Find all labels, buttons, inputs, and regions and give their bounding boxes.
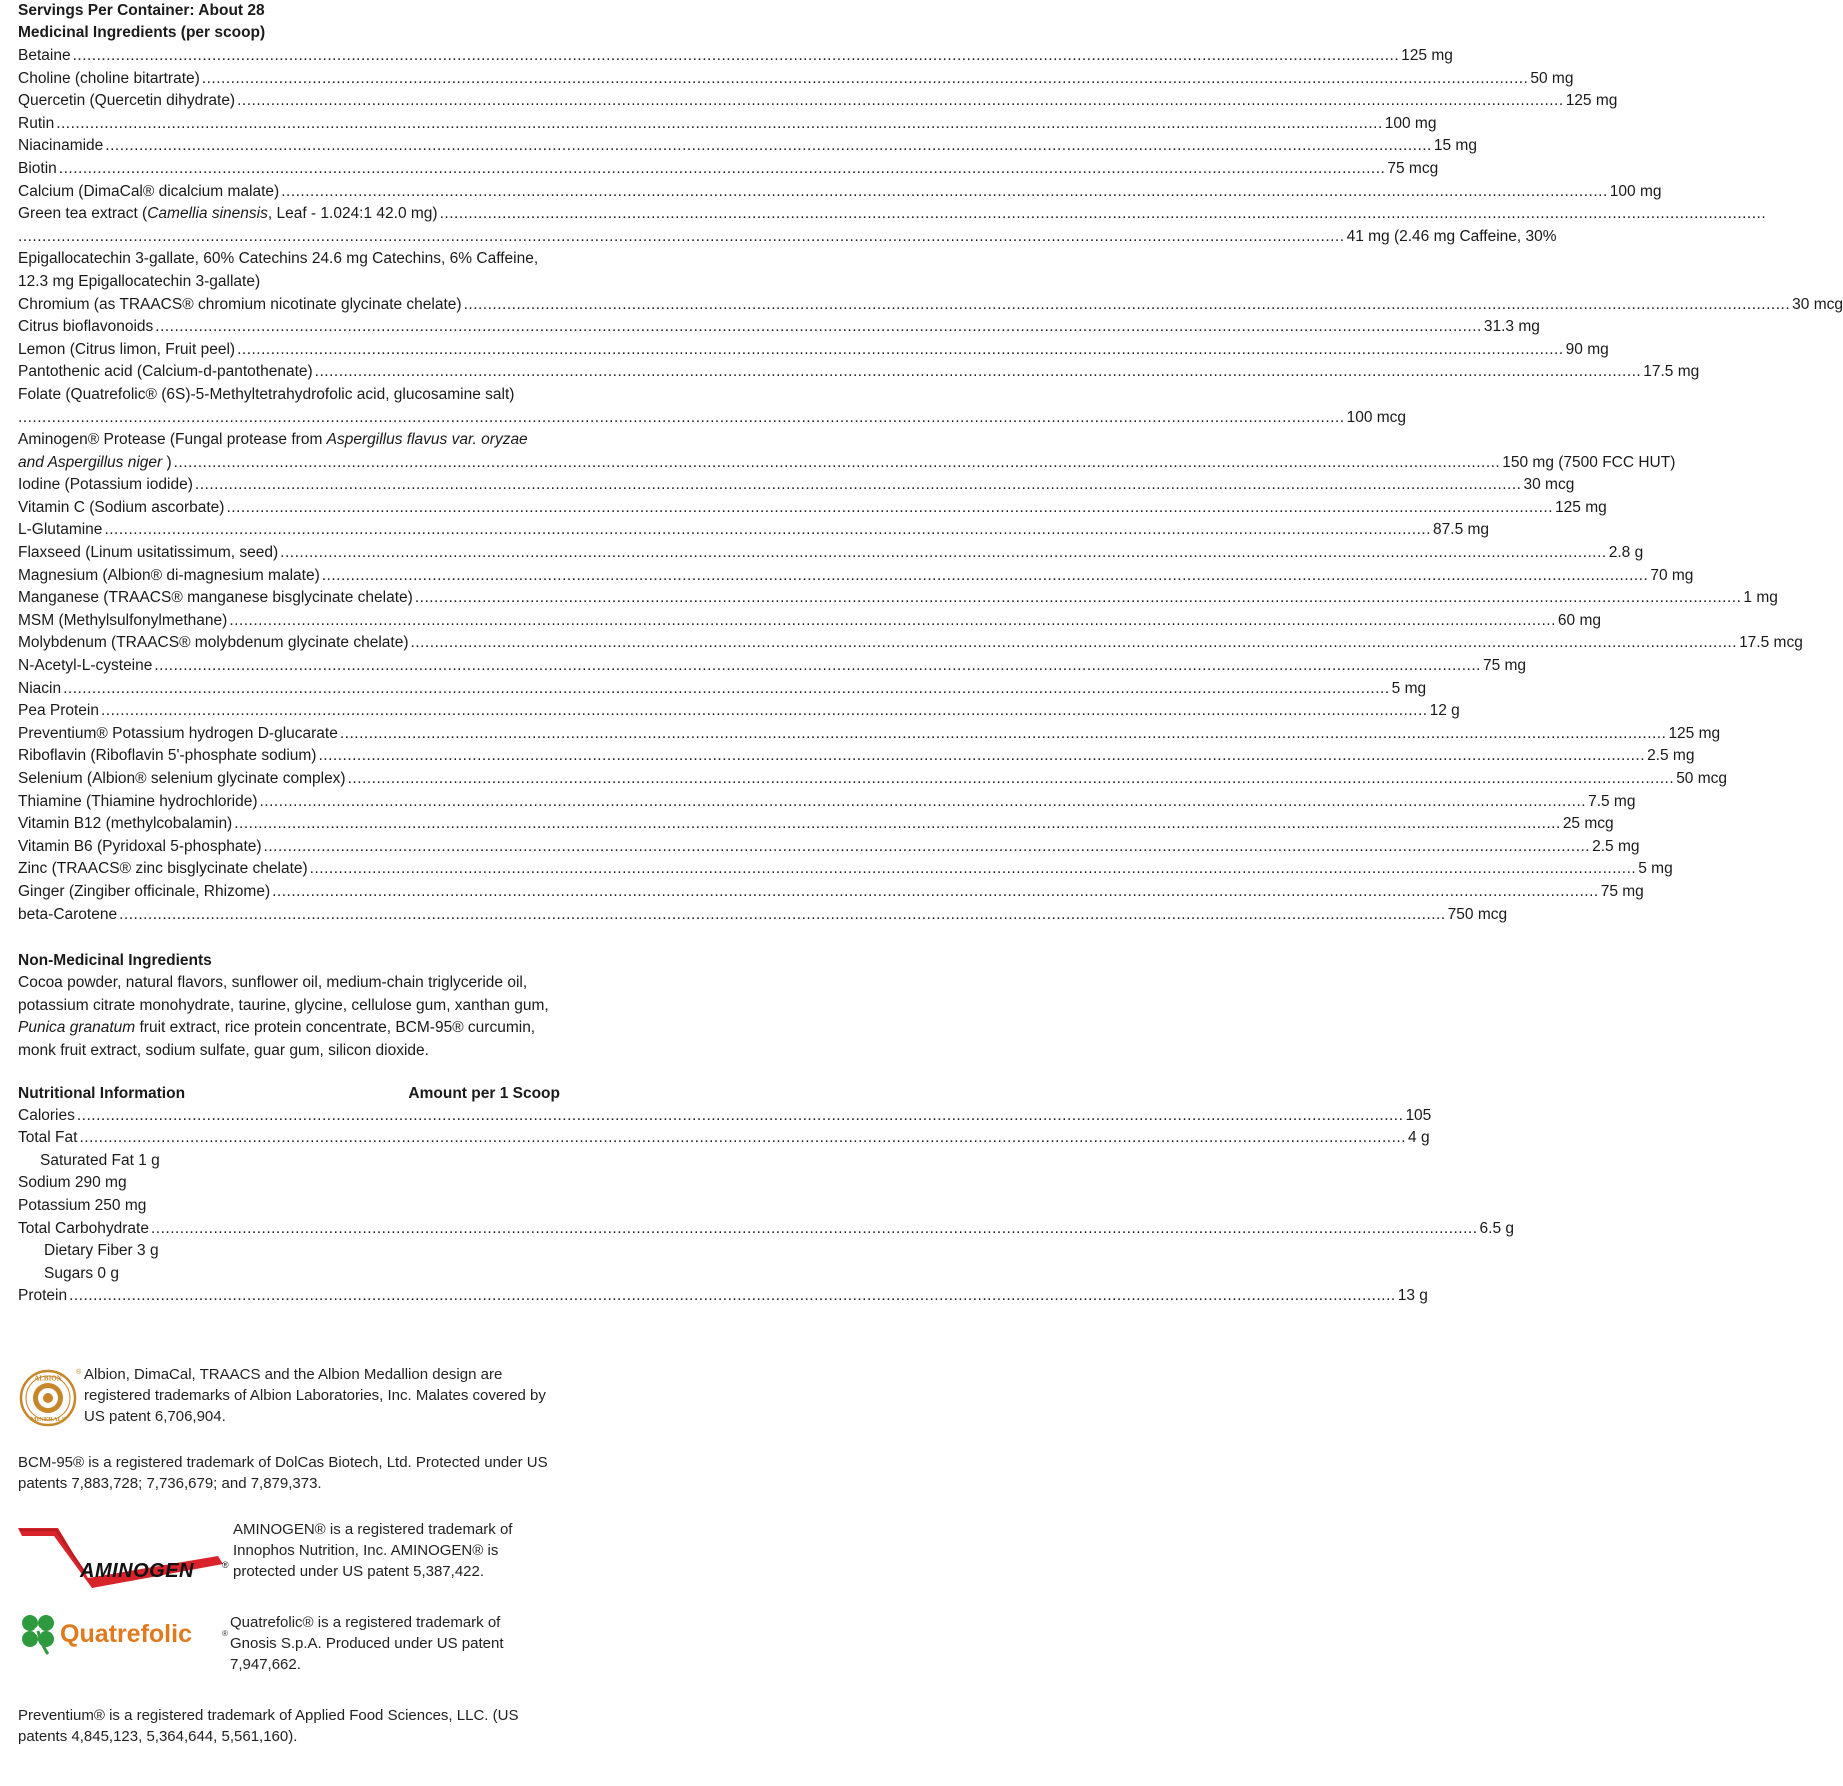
ingredient-amount: 125 mg [1555, 498, 1607, 516]
ingredient-amount: 125 mg [1565, 92, 1618, 110]
ingredient-row [18, 791, 1636, 814]
aminogen-swoosh-icon [18, 1516, 233, 1596]
ingredient-row [18, 339, 1609, 362]
ingredient-amount: 12 g [1429, 702, 1460, 720]
ingredient-name: MSM (Methylsulfonylmethane) [18, 611, 228, 629]
svg-text:®: ® [222, 1559, 229, 1570]
ingredient-amount: 100 mg [1609, 182, 1662, 200]
ingredient-row [18, 113, 1437, 136]
ingredient-row [18, 158, 1439, 181]
nutrition-total-fat: Total Fat ..... 4 g [18, 1127, 560, 1150]
ingredient-name: Calcium (DimaCal® dicalcium malate) [18, 182, 280, 200]
green-tea-entry: Green tea extract (Camellia sinensis, Leaf - 1.024:1 42.0 mg) ..... ..... 41 mg (2.46 mg Caffeine, 30% Epigallocatechin 3-gallate, 60% Catechins 24.6 mg Catechins, 6% Caffeine, 12.3 mg Epigallocatechin 3-gallate) [18, 203, 560, 293]
ingredient-row [18, 904, 1508, 927]
ingredient-amount: 2.5 mg [1592, 837, 1640, 855]
ingredient-amount: 90 mg [1565, 340, 1609, 358]
nutrition-dietary-fiber: Dietary Fiber 3 g [44, 1242, 159, 1260]
folate-entry: Folate (Quatrefolic® (6S)-5-Methyltetrahydrofolic acid, glucosamine salt) ..... 100 mcg [18, 384, 560, 429]
ingredient-name: Lemon (Citrus limon, Fruit peel) [18, 340, 236, 358]
ingredient-amount: 100 mg [1384, 114, 1437, 132]
medicinal-title: Medicinal Ingredients (per scoop) [18, 24, 266, 41]
ingredient-amount: 50 mcg [1676, 770, 1728, 787]
ingredient-name: Biotin [18, 159, 57, 177]
preventium-trademark-text: Preventium® is a registered trademark of Applied Food Sciences, LLC. (US patents 4,845,123, 5,364,644, 5,561,160). [18, 1706, 519, 1745]
nutrition-header: Nutritional Information Amount per 1 Scoop [18, 1084, 560, 1102]
nutrition-total-carb: Total Carbohydrate ..... 6.5 g [18, 1218, 560, 1241]
aminogen-trademark [18, 1516, 560, 1596]
ingredient-row [18, 768, 1728, 791]
ingredient-amount: 2.5 mg [1647, 747, 1695, 765]
svg-text:Quatrefolic: Quatrefolic [60, 1619, 192, 1648]
aminogen-logo [18, 1516, 233, 1596]
svg-text:ALBION: ALBION [34, 1374, 62, 1383]
ingredient-name: Manganese (TRAACS® manganese bisglycinate chelate) [18, 589, 413, 607]
ingredient-name: Pea Protein [18, 702, 99, 720]
ingredient-row [18, 135, 1477, 158]
ingredient-name: Chromium (as TRAACS® chromium nicotinate glycinate chelate) [18, 295, 462, 313]
albion-medallion-icon [18, 1366, 80, 1428]
non-medicinal-section [18, 950, 560, 1062]
ingredient-name: Vitamin B12 (methylcobalamin) [18, 815, 233, 833]
ingredient-row [18, 474, 1575, 497]
ingredient-row [18, 519, 1490, 542]
svg-text:®: ® [222, 1628, 228, 1638]
ingredient-row [18, 565, 1694, 588]
ingredient-row [18, 181, 1662, 204]
svg-text:MINERALS: MINERALS [30, 1415, 66, 1423]
ingredient-amount: 75 mg [1600, 882, 1644, 900]
nutrition-calories: Calories ..... 105 [18, 1105, 560, 1128]
clover-icon [18, 1610, 230, 1660]
ingredient-row [18, 813, 1614, 836]
albion-medallion-logo [18, 1366, 80, 1428]
nutrition-section [18, 1083, 1515, 1308]
ingredient-name: Niacinamide [18, 137, 104, 155]
ingredient-amount: 60 mg [1557, 611, 1601, 629]
medicinal-list-1 [18, 45, 1662, 203]
svg-text:AMINOGEN: AMINOGEN [80, 1559, 194, 1582]
ingredient-name: N-Acetyl-L-cysteine [18, 657, 153, 675]
ingredient-name: Riboflavin (Riboflavin 5'-phosphate sodium) [18, 747, 317, 765]
svg-text:®: ® [76, 1368, 82, 1376]
ingredient-name: Zinc (TRAACS® zinc bisglycinate chelate) [18, 860, 308, 878]
ingredient-name: Ginger (Zingiber officinale, Rhizome) [18, 882, 271, 900]
ingredient-amount: 1 mg [1743, 589, 1778, 607]
albion-trademark [18, 1364, 560, 1428]
ingredient-amount: 75 mcg [1387, 159, 1439, 177]
ingredient-name: Citrus bioflavonoids [18, 318, 154, 336]
ingredient-amount: 5 mg [1391, 679, 1427, 697]
ingredient-row [18, 632, 1803, 655]
ingredient-name: Iodine (Potassium iodide) [18, 476, 193, 494]
ingredient-name: Molybdenum (TRAACS® molybdenum glycinate chelate) [18, 634, 409, 652]
ingredient-row [18, 587, 1778, 610]
quatrefolic-trademark [18, 1610, 560, 1675]
ingredient-name: Flaxseed (Linum usitatissimum, seed) [18, 544, 279, 562]
nutrition-protein: Protein ..... 13 g [18, 1285, 560, 1308]
ingredient-row [18, 294, 1843, 317]
ingredient-amount: 30 mcg [1523, 476, 1575, 494]
ingredient-row [18, 361, 1700, 384]
ingredient-row [18, 45, 1453, 68]
nutrition-sodium: Sodium 290 mg [18, 1174, 127, 1192]
aminogen-entry: Aminogen® Protease (Fungal protease from Aspergillus flavus var. oryzae and Aspergillus niger ) ..... 150 mg (7500 FCC HUT) [18, 429, 560, 474]
quatrefolic-trademark-text: Quatrefolic® is a registered trademark of Gnosis S.p.A. Produced under US patent 7,947,662. [230, 1613, 504, 1673]
ingredient-amount: 15 mg [1433, 137, 1477, 155]
ingredient-amount: 70 mg [1650, 566, 1694, 584]
ingredient-amount: 2.8 g [1608, 544, 1644, 562]
ingredient-name: Niacin [18, 679, 62, 697]
bcm-trademark-text: BCM-95® is a registered trademark of DolCas Biotech, Ltd. Protected under US patents 7,883,728; 7,736,679; and 7,879,373. [18, 1453, 548, 1492]
ingredient-amount: 25 mcg [1562, 815, 1614, 833]
ingredient-name: Rutin [18, 114, 55, 132]
ingredient-row [18, 610, 1601, 633]
ingredient-amount: 87.5 mg [1433, 521, 1490, 539]
medicinal-list-3 [18, 474, 1803, 926]
ingredient-amount: 7.5 mg [1588, 792, 1636, 810]
ingredient-name: L-Glutamine [18, 521, 103, 539]
ingredient-amount: 125 mg [1668, 724, 1721, 742]
ingredient-row [18, 678, 1427, 701]
non-medicinal-text: Cocoa powder, natural flavors, sunflower oil, medium-chain triglyceride oil, potassium citrate monohydrate, taurine, glycine, cellulose gum, xanthan gum, Punica granatum fruit extract, rice protein concentrate, BCM-95® curcumin, monk fruit extract, sodium sulfate, guar gum, silicon dioxide. [18, 974, 549, 1059]
ingredient-amount: 75 mg [1482, 657, 1527, 675]
ingredient-row [18, 316, 1540, 339]
ingredient-row [18, 745, 1695, 768]
ingredient-row [18, 542, 1644, 565]
nutrition-potassium: Potassium 250 mg [18, 1196, 147, 1214]
ingredient-amount: 30 mcg [1792, 295, 1843, 313]
ingredient-row [18, 858, 1673, 881]
ingredient-name: Quercetin (Quercetin dihydrate) [18, 92, 236, 110]
ingredient-amount: 5 mg [1638, 860, 1673, 878]
ingredient-name: Vitamin C (Sodium ascorbate) [18, 498, 225, 516]
ingredient-amount: 50 mg [1530, 69, 1574, 87]
non-medicinal-title: Non-Medicinal Ingredients [18, 952, 212, 970]
ingredient-row [18, 497, 1607, 520]
ingredient-amount: 125 mg [1401, 47, 1453, 64]
nutrition-sugars: Sugars 0 g [44, 1264, 119, 1282]
ingredient-amount: 17.5 mg [1643, 363, 1700, 381]
ingredient-row [18, 655, 1527, 678]
albion-trademark-text: Albion, DimaCal, TRAACS and the Albion Medallion design are registered trademarks of Albion Laboratories, Inc. Malates covered by US patent 6,706,904. [84, 1365, 546, 1425]
ingredient-row [18, 700, 1460, 723]
medicinal-list-2 [18, 294, 1843, 384]
ingredient-row [18, 90, 1618, 113]
ingredient-name: beta-Carotene [18, 905, 118, 923]
ingredient-name: Betaine [18, 47, 71, 64]
ingredient-name: Pantothenic acid (Calcium-d-pantothenate) [18, 363, 313, 381]
ingredient-amount: 31.3 mg [1483, 318, 1540, 336]
nutrition-saturated-fat: Saturated Fat 1 g [40, 1151, 160, 1169]
ingredient-name: Selenium (Albion® selenium glycinate complex) [18, 770, 346, 787]
ingredient-name: Vitamin B6 (Pyridoxal 5-phosphate) [18, 837, 262, 855]
quatrefolic-logo [18, 1610, 230, 1660]
ingredient-name: Thiamine (Thiamine hydrochloride) [18, 792, 258, 810]
supplement-label [18, 0, 1843, 1747]
ingredient-name: Choline (choline bitartrate) [18, 69, 200, 87]
ingredient-name: Magnesium (Albion® di-magnesium malate) [18, 566, 320, 584]
ingredient-row [18, 881, 1644, 904]
ingredient-amount: 17.5 mcg [1739, 634, 1803, 652]
ingredient-amount: 750 mcg [1447, 905, 1508, 923]
aminogen-trademark-text: AMINOGEN® is a registered trademark of Innophos Nutrition, Inc. AMINOGEN® is protected under US patent 5,387,422. [233, 1520, 513, 1580]
ingredient-name: Preventium® Potassium hydrogen D-glucarate [18, 724, 338, 742]
servings-per-container: Servings Per Container: About 28 [18, 2, 265, 19]
ingredient-row [18, 68, 1574, 91]
ingredient-row [18, 836, 1640, 859]
ingredient-row [18, 723, 1721, 746]
